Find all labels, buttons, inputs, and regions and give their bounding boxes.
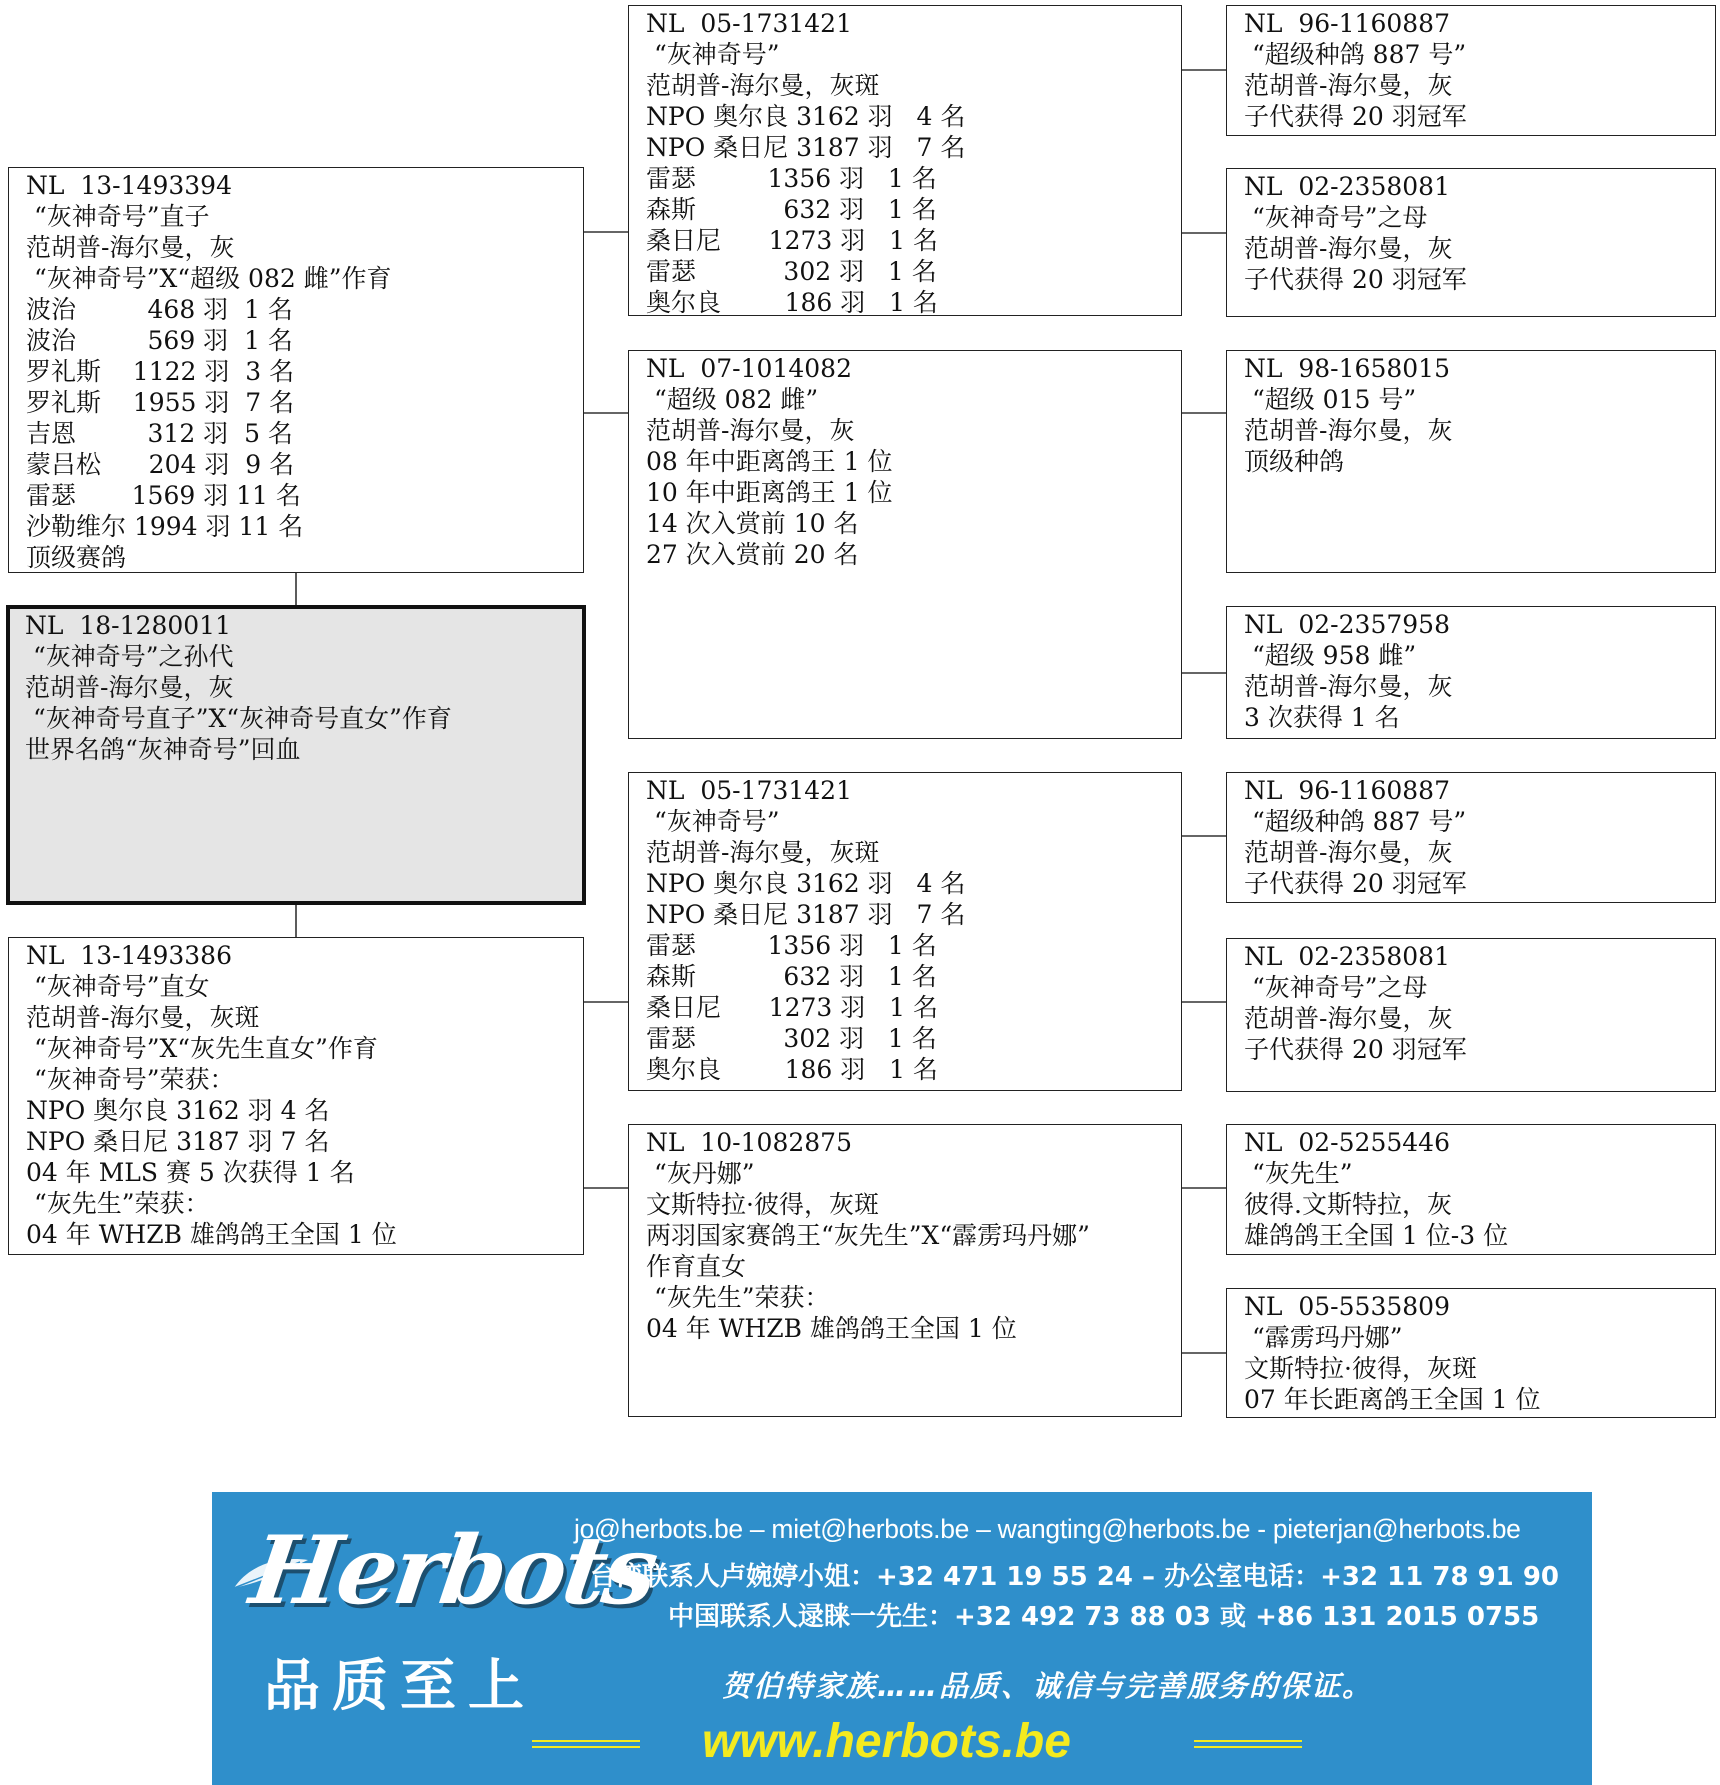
dd-dam-box — [1226, 1288, 1716, 1418]
info-line: 范胡普-海尔曼，灰 — [26, 233, 235, 262]
sd-sire-box — [1226, 350, 1716, 573]
ring-number: NL 05-5535809 — [1244, 1292, 1450, 1321]
info-line: 奥尔良 186 羽 1 名 — [646, 1055, 938, 1084]
info-line: NPO 奥尔良 3162 羽 4 名 — [646, 869, 966, 898]
info-line: 范胡普-海尔曼，灰斑 — [26, 1003, 260, 1032]
info-line: 范胡普-海尔曼，灰 — [25, 673, 234, 702]
info-line: 3 次获得 1 名 — [1244, 703, 1400, 732]
info-line: “灰神奇号”直女 — [26, 972, 210, 1001]
subject-pigeon-box — [6, 605, 586, 905]
info-line: 子代获得 20 羽冠军 — [1244, 869, 1467, 898]
info-line: 奥尔良 186 羽 1 名 — [646, 288, 938, 316]
info-line: “灰神奇号” — [646, 40, 780, 69]
info-line: 雷瑟 302 羽 1 名 — [646, 257, 937, 286]
info-line: “灰神奇号”荣获： — [26, 1065, 235, 1094]
contact-emails[interactable]: jo@herbots.be – miet@herbots.be – wangting@herbots.be - pieterjan@herbots.be — [574, 1514, 1521, 1544]
info-line: NPO 奥尔良 3162 羽 4 名 — [26, 1096, 330, 1125]
ring-number: NL 02-2358081 — [1244, 942, 1450, 971]
decorative-rule-right — [1194, 1740, 1302, 1748]
info-line: 吉恩 312 羽 5 名 — [26, 419, 293, 448]
info-line: 04 年 WHZB 雄鸽鸽王全国 1 位 — [646, 1314, 1017, 1343]
ring-number: NL 10-1082875 — [646, 1128, 852, 1157]
info-line: NPO 奥尔良 3162 羽 4 名 — [646, 102, 966, 131]
info-line: 罗礼斯 1122 羽 3 名 — [26, 357, 295, 386]
info-line: 子代获得 20 羽冠军 — [1244, 1035, 1467, 1064]
ring-number: NL 05-1731421 — [646, 776, 852, 805]
info-line: 沙勒维尔 1994 羽 11 名 — [26, 512, 304, 541]
info-line: 罗礼斯 1955 羽 7 名 — [26, 388, 295, 417]
ring-number: NL 98-1658015 — [1244, 354, 1450, 383]
info-line: 作育直女 — [646, 1252, 747, 1281]
dam-box — [8, 937, 584, 1255]
info-line: 范胡普-海尔曼，灰 — [646, 416, 855, 445]
tagline: 贺伯特家族……品质、诚信与完善服务的保证。 — [722, 1669, 1374, 1703]
info-line: 雷瑟 1356 羽 1 名 — [646, 931, 937, 960]
info-line: 范胡普-海尔曼，灰斑 — [646, 838, 880, 867]
info-line: 波治 468 羽 1 名 — [26, 295, 293, 324]
sd-dam-box — [1226, 606, 1716, 739]
slogan: 品质至上 — [264, 1654, 536, 1719]
info-line: 蒙吕松 204 羽 9 名 — [26, 450, 295, 479]
info-line: 范胡普-海尔曼，灰 — [1244, 838, 1453, 867]
info-line: 范胡普-海尔曼，灰 — [1244, 416, 1453, 445]
info-line: “灰先生” — [1244, 1159, 1353, 1188]
info-line: 彼得.文斯特拉，灰 — [1244, 1190, 1452, 1219]
info-line: 雷瑟 1569 羽 11 名 — [26, 481, 301, 510]
info-line: “灰神奇号”之母 — [1244, 203, 1428, 232]
info-line: 雷瑟 302 羽 1 名 — [646, 1024, 937, 1053]
info-line: 桑日尼 1273 羽 1 名 — [646, 226, 938, 255]
info-line: “霹雳玛丹娜” — [1244, 1323, 1403, 1352]
info-line: 桑日尼 1273 羽 1 名 — [646, 993, 938, 1022]
info-line: 雄鸽鸽王全国 1 位-3 位 — [1244, 1221, 1509, 1250]
info-line: 范胡普-海尔曼，灰 — [1244, 234, 1453, 263]
ring-number: NL 02-2357958 — [1244, 610, 1450, 639]
info-line: 04 年 WHZB 雄鸽鸽王全国 1 位 — [26, 1220, 397, 1249]
dam-sire-box — [628, 772, 1182, 1091]
info-line: NPO 桑日尼 3187 羽 7 名 — [26, 1127, 330, 1156]
info-line: 子代获得 20 羽冠军 — [1244, 102, 1467, 131]
info-line: 范胡普-海尔曼，灰斑 — [646, 71, 880, 100]
sire-dam-box — [628, 350, 1182, 739]
info-line: “超级种鸽 887 号” — [1244, 807, 1467, 836]
info-line: “灰神奇号”之母 — [1244, 973, 1428, 1002]
info-line: 范胡普-海尔曼，灰 — [1244, 71, 1453, 100]
info-line: 文斯特拉·彼得，灰斑 — [1244, 1354, 1477, 1383]
info-line: “超级 015 号” — [1244, 385, 1417, 414]
info-line: 世界名鸽“灰神奇号”回血 — [25, 735, 301, 764]
info-line: 10 年中距离鸽王 1 位 — [646, 478, 893, 507]
info-line: 范胡普-海尔曼，灰 — [1244, 672, 1453, 701]
dd-sire-box — [1226, 1124, 1716, 1255]
sire-box — [8, 167, 584, 573]
info-line: “超级种鸽 887 号” — [1244, 40, 1467, 69]
info-line: “超级 958 雌” — [1244, 641, 1417, 670]
herbots-banner — [212, 1492, 1592, 1785]
info-line: 08 年中距离鸽王 1 位 — [646, 447, 893, 476]
info-line: 两羽国家赛鸽王“灰先生”X“霹雳玛丹娜” — [646, 1221, 1090, 1250]
info-line: 顶级赛鸽 — [26, 543, 127, 572]
info-line: “灰神奇号直子”X“灰神奇号直女”作育 — [25, 704, 452, 733]
ring-number: NL 13-1493386 — [26, 941, 232, 970]
info-line: 04 年 MLS 赛 5 次获得 1 名 — [26, 1158, 355, 1187]
info-line: 子代获得 20 羽冠军 — [1244, 265, 1467, 294]
info-line: “灰先生”荣获： — [646, 1283, 830, 1312]
info-line: 文斯特拉·彼得，灰斑 — [646, 1190, 879, 1219]
info-line: NPO 桑日尼 3187 羽 7 名 — [646, 133, 966, 162]
info-line: “灰神奇号”之孙代 — [25, 642, 234, 671]
info-line: 14 次入赏前 10 名 — [646, 509, 859, 538]
ring-number: NL 96-1160887 — [1244, 776, 1450, 805]
ds-dam-box — [1226, 938, 1716, 1092]
info-line: NPO 桑日尼 3187 羽 7 名 — [646, 900, 966, 929]
ring-number: NL 02-5255446 — [1244, 1128, 1450, 1157]
info-line: 范胡普-海尔曼，灰 — [1244, 1004, 1453, 1033]
info-line: 森斯 632 羽 1 名 — [646, 962, 937, 991]
ring-number: NL 02-2358081 — [1244, 172, 1450, 201]
ring-number: NL 96-1160887 — [1244, 9, 1450, 38]
sire-sire-box — [628, 5, 1182, 316]
ss-sire-box — [1226, 5, 1716, 136]
info-line: “灰神奇号”X“超级 082 雌”作育 — [26, 264, 392, 293]
decorative-rule-left — [532, 1740, 640, 1748]
contact-china: 中国联系人逯睐一先生：+32 492 73 88 03 或 +86 131 2015 0755 — [668, 1602, 1540, 1632]
dam-dam-box — [628, 1124, 1182, 1417]
info-line: 森斯 632 羽 1 名 — [646, 195, 937, 224]
herbots-logo: Herbots — [244, 1516, 662, 1626]
info-line: 07 年长距离鸽王全国 1 位 — [1244, 1385, 1541, 1414]
info-line: “灰神奇号”X“灰先生直女”作育 — [26, 1034, 378, 1063]
info-line: “灰神奇号” — [646, 807, 780, 836]
info-line: “超级 082 雌” — [646, 385, 819, 414]
website-link[interactable]: www.herbots.be — [702, 1715, 1071, 1768]
info-line: 顶级种鸽 — [1244, 447, 1345, 476]
info-line: “灰神奇号”直子 — [26, 202, 210, 231]
ds-sire-box — [1226, 772, 1716, 903]
contact-taiwan: 台湾联系人卢婉婷小姐：+32 471 19 55 24 – 办公室电话：+32 11 78 91 90 — [590, 1562, 1559, 1592]
ring-number: NL 13-1493394 — [26, 171, 232, 200]
info-line: “灰丹娜” — [646, 1159, 755, 1188]
ring-number: NL 05-1731421 — [646, 9, 852, 38]
info-line: 雷瑟 1356 羽 1 名 — [646, 164, 937, 193]
ring-number: NL 07-1014082 — [646, 354, 852, 383]
ring-number: NL 18-1280011 — [25, 611, 231, 640]
info-line: 波治 569 羽 1 名 — [26, 326, 293, 355]
ss-dam-box — [1226, 168, 1716, 317]
info-line: 27 次入赏前 20 名 — [646, 540, 859, 569]
info-line: “灰先生”荣获： — [26, 1189, 210, 1218]
